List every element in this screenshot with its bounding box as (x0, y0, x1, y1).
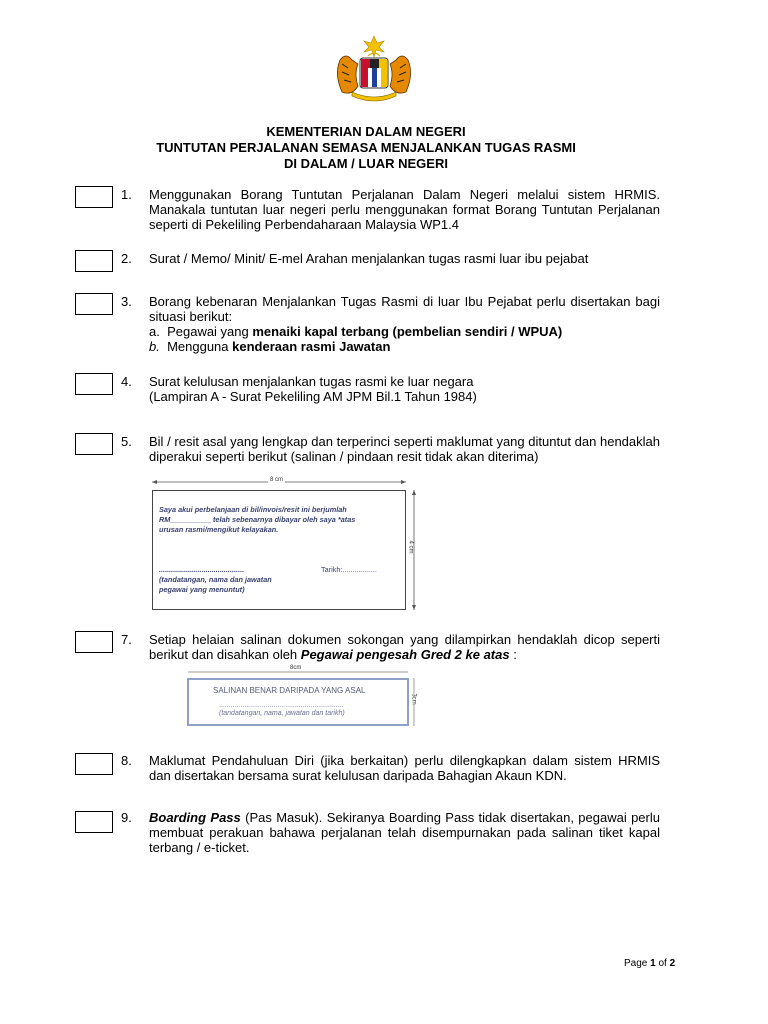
item-3-sub-a: a. Pegawai yang menaiki kapal terbang (pembelian sendiri / WPUA) (149, 324, 563, 339)
item-4-text: Surat kelulusan menjalankan tugas rasmi ke luar negara (Lampiran A - Surat Pekeliling AM JPM Bil.1 Tahun 1984) (149, 374, 477, 404)
checkbox-item-2[interactable] (75, 250, 113, 272)
stamp-2-width-label: 8cm (290, 665, 302, 671)
document-title: TUNTUTAN PERJALANAN SEMASA MENJALANKAN TUGAS RASMI (156, 140, 576, 155)
checkbox-item-3[interactable] (75, 293, 113, 315)
stamp-1-width-label: 8 cm (270, 477, 284, 483)
item-8-text: Maklumat Pendahuluan Diri (jika berkaitan) perlu dilengkapkan dalam sistem HRMIS dan disertakan bersama surat kelulusan daripada Bahagian Akaun KDN. (149, 753, 660, 783)
item-number: 4. (121, 374, 132, 389)
page-number: Page 1 of 2 (624, 958, 676, 969)
certified-copy-stamp: SALINAN BENAR DARIPADA YANG ASAL ................................................................ (tandatangan, nama, jawatan dan tarikh) (187, 678, 409, 726)
item-1-text: Menggunakan Borang Tuntutan Perjalanan Dalam Negeri melalui sistem HRMIS. Manakala tuntutan luar negeri perlu menggunakan format Borang Tuntutan Perjalanan seperti di Pekeliling Perbendaharaan Malaysia WP1.4 (149, 187, 660, 232)
checkbox-item-9[interactable] (75, 811, 113, 833)
ministry-title: KEMENTERIAN DALAM NEGERI (266, 124, 466, 139)
item-3-intro: Borang kebenaran Menjalankan Tugas Rasmi di luar Ibu Pejabat perlu disertakan bagi situasi berikut: (149, 294, 660, 324)
item-number: 9. (121, 810, 132, 825)
item-2-text: Surat / Memo/ Minit/ E-mel Arahan menjalankan tugas rasmi luar ibu pejabat (149, 251, 589, 266)
item-3-text (149, 294, 660, 354)
checkbox-item-5[interactable] (75, 433, 113, 455)
stamp-2-height-label: 3cm (410, 693, 417, 705)
item-9-text: Boarding Pass (Pas Masuk). Sekiranya Boarding Pass tidak disertakan, pegawai perlu membuat perakuan bahawa perjalanan telah disempurnakan pada salinan tiket kapal terbang / e-ticket. (149, 810, 660, 855)
checkbox-item-7[interactable] (75, 631, 113, 653)
item-5-text: Bil / resit asal yang lengkap dan terperinci seperti maklumat yang dituntut dan hendaklah diperakui seperti berikut (salinan / pindaan resit tidak akan diterima) (149, 434, 660, 464)
checkbox-item-1[interactable] (75, 186, 113, 208)
item-number: 1. (121, 187, 132, 202)
item-number: 5. (121, 434, 132, 449)
checkbox-item-4[interactable] (75, 373, 113, 395)
stamp-1-height-label: 4 cm (407, 540, 414, 554)
checkbox-item-8[interactable] (75, 753, 113, 775)
item-3-sub-b: b. Mengguna kenderaan rasmi Jawatan (149, 339, 391, 354)
item-number: 3. (121, 294, 132, 309)
document-subtitle: DI DALAM / LUAR NEGERI (284, 156, 448, 171)
item-number: 8. (121, 753, 132, 768)
item-7-text: Setiap helaian salinan dokumen sokongan yang dilampirkan hendaklah dicop seperti berikut dan disahkan oleh Pegawai pengesah Gred 2 ke atas : (149, 632, 660, 662)
receipt-certification-stamp: Saya akui perbelanjaan di bil/invois/resit ini berjumlah RM__________ telah sebenarnya dibayar oleh saya *atas urusan rasmi/mengikut kelayakan. .......................................... Tarikh:................. (tandatangan, nama dan jawatan pegawai yang menuntut) (152, 490, 406, 610)
malaysia-coat-of-arms-logo (328, 34, 420, 106)
item-number: 2. (121, 251, 132, 266)
item-number: 7. (121, 632, 132, 647)
